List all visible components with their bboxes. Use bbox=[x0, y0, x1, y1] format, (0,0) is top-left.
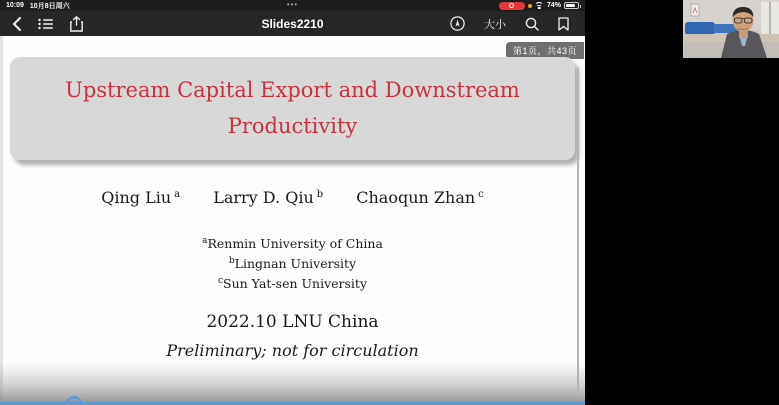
clock: 10:09 bbox=[6, 2, 24, 9]
author-2: Larry D. Qiu $^b$ bbox=[213, 188, 324, 207]
next-page-shadow bbox=[0, 363, 585, 405]
slide-title-line2: Productivity bbox=[227, 114, 358, 138]
share-button[interactable] bbox=[70, 16, 83, 32]
page-scrubber-track[interactable] bbox=[0, 402, 585, 404]
authors-line bbox=[0, 188, 585, 207]
back-button[interactable] bbox=[12, 17, 21, 31]
text-size-button[interactable]: 大小 bbox=[484, 16, 506, 32]
list-icon bbox=[38, 18, 53, 30]
affiliations bbox=[0, 234, 585, 294]
contents-button[interactable] bbox=[38, 18, 53, 30]
page-number-badge: 第1页，共43页 bbox=[506, 42, 584, 59]
venue-line: 2022.10 LNU China bbox=[206, 312, 379, 332]
compass-arrow-icon bbox=[450, 16, 465, 31]
bookmark-icon bbox=[558, 17, 569, 31]
affiliation-1: $^a$Renmin University of China bbox=[202, 236, 383, 252]
presenter-video-tile[interactable] bbox=[683, 0, 779, 58]
author-3: Chaoqun Zhan $^c$ bbox=[356, 188, 484, 207]
battery-percent: 74% bbox=[546, 2, 561, 9]
presentation-mode-button[interactable] bbox=[450, 16, 465, 31]
affiliation-3: $^c$Sun Yat-sen University bbox=[217, 276, 368, 292]
presenter-webcam-image bbox=[683, 0, 779, 58]
share-icon bbox=[70, 16, 83, 32]
document-title: Slides2210 bbox=[261, 16, 324, 31]
pdf-page[interactable] bbox=[0, 36, 585, 405]
circulation-note: Preliminary; not for circulation bbox=[166, 341, 419, 360]
chevron-left-icon bbox=[12, 17, 21, 31]
multitask-handle-icon[interactable]: ••• bbox=[286, 0, 299, 9]
pdf-toolbar bbox=[0, 11, 585, 36]
vertical-scrollbar[interactable] bbox=[577, 68, 579, 398]
affiliation-2: $^b$Lingnan University bbox=[228, 256, 357, 272]
search-icon bbox=[525, 17, 539, 31]
slide-title-card bbox=[10, 57, 575, 160]
bookmark-button[interactable] bbox=[558, 17, 569, 31]
slide-title-line1: Upstream Capital Export and Downstream bbox=[65, 77, 520, 102]
date-label: 10月8日周六 bbox=[29, 2, 70, 10]
author-1: Qing Liu $^a$ bbox=[101, 188, 181, 207]
search-button[interactable] bbox=[525, 17, 539, 31]
